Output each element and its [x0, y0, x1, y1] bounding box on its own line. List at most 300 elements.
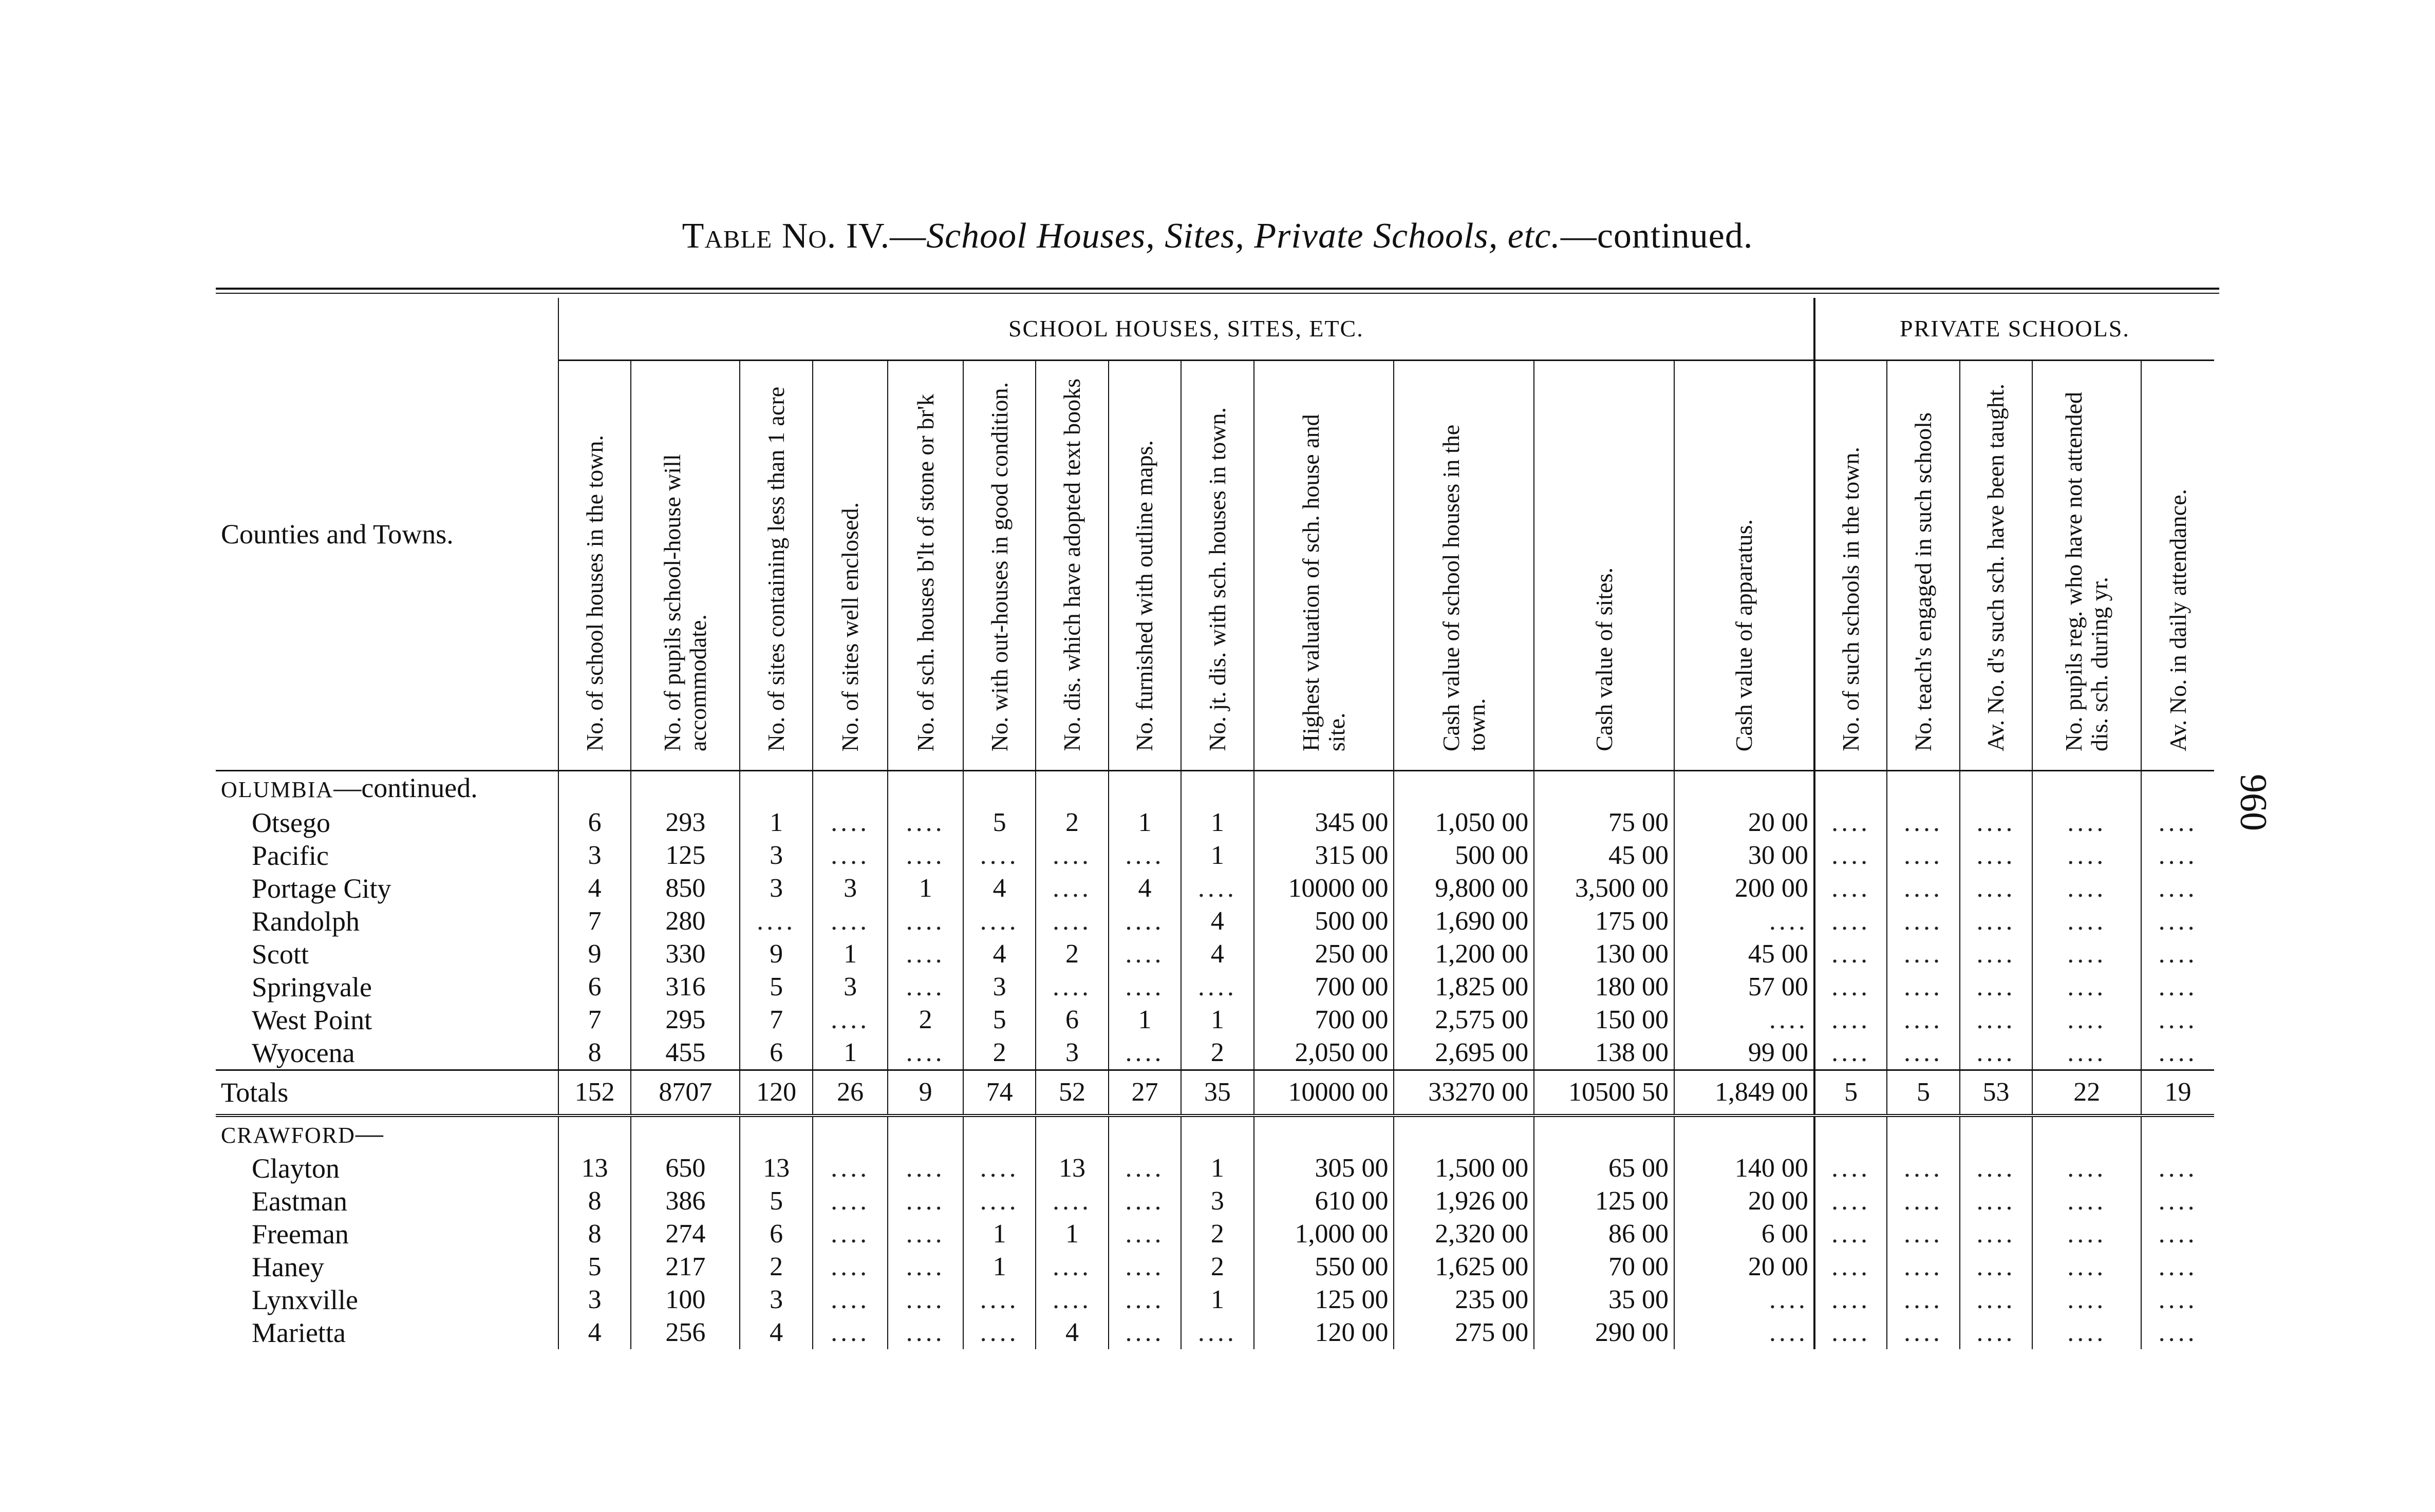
table-row	[216, 905, 2214, 938]
table-row	[216, 872, 2214, 905]
town-name	[216, 1251, 558, 1283]
table-cell: 5	[740, 971, 812, 1004]
town-name	[216, 1218, 558, 1251]
title-italic: School Houses, Sites, Private Schools, etc.	[926, 216, 1561, 256]
table-cell-empty	[1254, 1116, 1394, 1152]
column-header	[1814, 361, 1887, 771]
table-cell: 2	[963, 1036, 1036, 1070]
town-name-text: Haney	[252, 1252, 324, 1282]
table-cell: ....	[1960, 1185, 2032, 1218]
table-cell: ....	[1960, 938, 2032, 971]
table-cell: 3	[813, 872, 888, 905]
table-cell: ....	[2141, 1004, 2214, 1036]
table-cell: 13	[740, 1152, 812, 1185]
table-cell: 8	[558, 1218, 631, 1251]
table-row	[216, 1251, 2214, 1283]
town-name-text: Otsego	[252, 807, 330, 838]
table-cell: ....	[888, 938, 963, 971]
table-cell: ....	[2141, 938, 2214, 971]
table-cell: 8707	[631, 1070, 740, 1116]
table-cell-empty	[1394, 1116, 1534, 1152]
table-cell: 13	[558, 1152, 631, 1185]
table-cell-empty	[1254, 771, 1394, 807]
table-cell: 2,575 00	[1394, 1004, 1534, 1036]
table-cell: ....	[888, 1218, 963, 1251]
table-cell: 1,050 00	[1394, 806, 1534, 839]
table-cell: 3	[740, 1283, 812, 1316]
table-cell: ....	[963, 1316, 1036, 1349]
town-name	[216, 971, 558, 1004]
column-header-label: No. of school houses in the town.	[581, 435, 608, 751]
table-cell: 2,695 00	[1394, 1036, 1534, 1070]
column-header-label: No. jt. dis. with sch. houses in town.	[1204, 407, 1230, 751]
table-cell: 500 00	[1254, 905, 1394, 938]
table-cell: 1,825 00	[1394, 971, 1534, 1004]
table-cell: 1	[1181, 1283, 1253, 1316]
table-cell: ....	[2032, 1251, 2141, 1283]
table-cell: ....	[1181, 971, 1253, 1004]
table-cell: 130 00	[1534, 938, 1674, 971]
table-cell: 6	[558, 971, 631, 1004]
table-cell: ....	[1814, 971, 1887, 1004]
table-cell: ....	[888, 1185, 963, 1218]
table-cell: 9,800 00	[1394, 872, 1534, 905]
table-cell: ....	[888, 1036, 963, 1070]
table-cell: 20 00	[1674, 1185, 1814, 1218]
table-cell: ....	[813, 1251, 888, 1283]
table-cell: 4	[1181, 938, 1253, 971]
table-cell-empty	[1109, 771, 1181, 807]
section-caption-row	[216, 1116, 2214, 1152]
table-cell: 10500 50	[1534, 1070, 1674, 1116]
table-cell: 275 00	[1394, 1316, 1534, 1349]
column-header	[631, 361, 740, 771]
column-header	[1534, 361, 1674, 771]
table-cell: 9	[888, 1070, 963, 1116]
group-header-private-schools: PRIVATE SCHOOLS.	[1814, 298, 2214, 361]
table-cell: ....	[740, 905, 812, 938]
town-name	[216, 905, 558, 938]
table-cell-empty	[1394, 771, 1534, 807]
group-header-school-houses: SCHOOL HOUSES, SITES, ETC.	[558, 298, 1814, 361]
town-name	[216, 1036, 558, 1070]
column-header	[1887, 361, 1959, 771]
table-cell-empty	[1674, 771, 1814, 807]
table-cell: 26	[813, 1070, 888, 1116]
town-name	[216, 1316, 558, 1349]
table-cell: 120	[740, 1070, 812, 1116]
column-header	[740, 361, 812, 771]
table-cell: 235 00	[1394, 1283, 1534, 1316]
table-cell: ....	[2032, 1036, 2141, 1070]
table-cell: 700 00	[1254, 1004, 1394, 1036]
table-cell: 57 00	[1674, 971, 1814, 1004]
table-cell: ....	[1814, 1185, 1887, 1218]
table-cell: 1	[1181, 1004, 1253, 1036]
table-cell: ....	[2141, 1036, 2214, 1070]
table-cell: 7	[558, 905, 631, 938]
table-cell: 8	[558, 1036, 631, 1070]
table-cell: 2	[1181, 1036, 1253, 1070]
table-cell: ....	[813, 1316, 888, 1349]
table-cell: 2,320 00	[1394, 1218, 1534, 1251]
table-cell-empty	[888, 1116, 963, 1152]
table-cell: ....	[1960, 905, 2032, 938]
table-cell: 2	[1036, 938, 1108, 971]
table-cell: ....	[1674, 1004, 1814, 1036]
table-row	[216, 1185, 2214, 1218]
table-cell: 3	[1036, 1036, 1108, 1070]
table-cell: 30 00	[1674, 839, 1814, 872]
table-cell: 19	[2141, 1070, 2214, 1116]
table-cell: ....	[888, 1283, 963, 1316]
table-cell: 7	[740, 1004, 812, 1036]
table-cell: ....	[1036, 1185, 1108, 1218]
table-cell: 3	[558, 1283, 631, 1316]
table-cell: ....	[813, 905, 888, 938]
table-cell: 5	[1814, 1070, 1887, 1116]
table-cell-empty	[1036, 1116, 1108, 1152]
top-rule-thin	[216, 293, 2219, 294]
table-cell: ....	[1960, 1218, 2032, 1251]
table-cell: 305 00	[1254, 1152, 1394, 1185]
table-cell-empty	[1181, 1116, 1253, 1152]
section-caption-row	[216, 771, 2214, 807]
column-header	[1394, 361, 1534, 771]
table-cell: 1	[1109, 806, 1181, 839]
table-cell: ....	[1887, 938, 1959, 971]
table-cell: 7	[558, 1004, 631, 1036]
table-cell: ....	[2032, 1218, 2141, 1251]
table-cell: 290 00	[1534, 1316, 1674, 1349]
table-cell: 2	[1181, 1218, 1253, 1251]
table-cell: ....	[2032, 905, 2141, 938]
table-cell: ....	[1887, 1283, 1959, 1316]
table-cell: 295	[631, 1004, 740, 1036]
column-header	[558, 361, 631, 771]
table-cell: ....	[1036, 971, 1108, 1004]
table-cell: 3	[740, 872, 812, 905]
town-name-text: Freeman	[252, 1219, 349, 1250]
column-header-label: No. furnished with outline maps.	[1131, 440, 1158, 751]
table-cell: 280	[631, 905, 740, 938]
table-cell: ....	[1887, 1316, 1959, 1349]
table-cell-empty	[1181, 771, 1253, 807]
table-cell: 1,849 00	[1674, 1070, 1814, 1116]
table-cell: ....	[2032, 971, 2141, 1004]
town-name	[216, 1004, 558, 1036]
table-cell: 6 00	[1674, 1218, 1814, 1251]
table-cell: ....	[963, 839, 1036, 872]
table-cell: ....	[963, 1152, 1036, 1185]
table-cell: ....	[1960, 806, 2032, 839]
table-cell-empty	[631, 1116, 740, 1152]
table-cell: 13	[1036, 1152, 1108, 1185]
table-row	[216, 971, 2214, 1004]
table-cell-empty	[740, 1116, 812, 1152]
table-cell: ....	[1674, 1316, 1814, 1349]
table-cell: ....	[1109, 971, 1181, 1004]
table-cell: 4	[1036, 1316, 1108, 1349]
table-cell: ....	[2032, 1004, 2141, 1036]
table-cell: ....	[1960, 1036, 2032, 1070]
table-cell: 70 00	[1534, 1251, 1674, 1283]
table-cell: ....	[1814, 1004, 1887, 1036]
table-cell: ....	[1814, 1316, 1887, 1349]
table-cell: ....	[1814, 1283, 1887, 1316]
town-name	[216, 806, 558, 839]
column-header-label: Cash value of sites.	[1590, 568, 1617, 751]
table-cell: ....	[1814, 1152, 1887, 1185]
column-header	[1036, 361, 1108, 771]
town-name	[216, 1283, 558, 1316]
table-cell: 1	[1181, 1152, 1253, 1185]
table-cell: 180 00	[1534, 971, 1674, 1004]
table-cell: ....	[1109, 1152, 1181, 1185]
table-cell: ....	[2032, 1185, 2141, 1218]
table-cell: ....	[1887, 872, 1959, 905]
table-cell: ....	[888, 806, 963, 839]
column-header	[1960, 361, 2032, 771]
table-cell: ....	[1887, 905, 1959, 938]
page-number: 960	[2232, 774, 2274, 831]
table-cell: ....	[2032, 872, 2141, 905]
table-cell: ....	[2141, 1283, 2214, 1316]
table-cell-empty	[740, 771, 812, 807]
town-name-text: West Point	[252, 1005, 372, 1035]
table-cell: 2	[888, 1004, 963, 1036]
table-body	[216, 771, 2214, 1350]
table-cell: ....	[2032, 1316, 2141, 1349]
column-header-label: No. of pupils school-house will accommodate.	[659, 454, 711, 751]
table-cell-empty	[1960, 771, 2032, 807]
table-cell: 5	[1887, 1070, 1959, 1116]
table-cell: ....	[813, 1152, 888, 1185]
table-row	[216, 1036, 2214, 1070]
table-cell-empty	[1814, 771, 1887, 807]
column-header-label: No. pupils reg. who have not attended dis. sch. during yr.	[2061, 391, 2113, 751]
table-cell: 1	[813, 938, 888, 971]
table-cell: ....	[1960, 971, 2032, 1004]
table-cell: ....	[1887, 1152, 1959, 1185]
table-cell: ....	[1887, 1251, 1959, 1283]
column-header-label: Av. No. d's such sch. have been taught.	[1982, 383, 2009, 751]
table-cell-empty	[813, 1116, 888, 1152]
table-row	[216, 1218, 2214, 1251]
table-cell: ....	[813, 839, 888, 872]
table-cell: ....	[1814, 872, 1887, 905]
table-cell: ....	[888, 1251, 963, 1283]
table-cell: ....	[1036, 1251, 1108, 1283]
table-cell: 10000 00	[1254, 872, 1394, 905]
town-name	[216, 938, 558, 971]
column-header-label: Av. No. in daily attendance.	[2164, 489, 2191, 751]
table-cell: ....	[1960, 1316, 2032, 1349]
table-cell-empty	[1534, 1116, 1674, 1152]
table-cell: 99 00	[1674, 1036, 1814, 1070]
town-name	[216, 1185, 558, 1218]
table-cell: 3	[558, 839, 631, 872]
table-cell: ....	[2141, 839, 2214, 872]
table-cell: 455	[631, 1036, 740, 1070]
table-cell: 700 00	[1254, 971, 1394, 1004]
table-cell: ....	[1960, 872, 2032, 905]
table-cell: 125 00	[1534, 1185, 1674, 1218]
table-cell: ....	[1674, 905, 1814, 938]
table-cell: ....	[1960, 1283, 2032, 1316]
column-header-label: No. of such schools in the town.	[1838, 447, 1864, 751]
table-row	[216, 938, 2214, 971]
table-cell: 140 00	[1674, 1152, 1814, 1185]
table-cell: 74	[963, 1070, 1036, 1116]
table-cell: ....	[888, 905, 963, 938]
table-cell: ....	[1036, 872, 1108, 905]
table-cell: ....	[1814, 806, 1887, 839]
table-cell: 2	[1036, 806, 1108, 839]
table-cell: 4	[740, 1316, 812, 1349]
table-cell: 5	[558, 1251, 631, 1283]
totals-row	[216, 1070, 2214, 1116]
table-cell: ....	[888, 1316, 963, 1349]
town-name-text: Scott	[252, 939, 309, 970]
column-header	[963, 361, 1036, 771]
table-cell: 1	[963, 1251, 1036, 1283]
table-cell: ....	[813, 806, 888, 839]
table-cell-empty	[1109, 1116, 1181, 1152]
table-cell: 22	[2032, 1070, 2141, 1116]
table-cell: ....	[1887, 971, 1959, 1004]
table-cell: 4	[963, 938, 1036, 971]
row-header: Counties and Towns.	[216, 298, 558, 771]
column-header	[1254, 361, 1394, 771]
table-row	[216, 806, 2214, 839]
town-name	[216, 1152, 558, 1185]
table-cell: ....	[1814, 839, 1887, 872]
table-cell: ....	[1814, 1218, 1887, 1251]
table-cell: 274	[631, 1218, 740, 1251]
section-caption	[216, 771, 558, 807]
table-cell: ....	[1960, 1152, 2032, 1185]
table-cell: 650	[631, 1152, 740, 1185]
table-cell: ....	[1674, 1283, 1814, 1316]
table-cell: 4	[963, 872, 1036, 905]
column-header	[813, 361, 888, 771]
table-cell: 1,200 00	[1394, 938, 1534, 971]
table-cell: ....	[1887, 1185, 1959, 1218]
table-cell: 6	[740, 1218, 812, 1251]
column-header	[2032, 361, 2141, 771]
table-row	[216, 839, 2214, 872]
table-cell: ....	[1109, 1036, 1181, 1070]
table-cell: 217	[631, 1251, 740, 1283]
table-cell: 3	[813, 971, 888, 1004]
table-cell: ....	[2141, 971, 2214, 1004]
town-name-text: Lynxville	[252, 1284, 358, 1315]
column-header	[1674, 361, 1814, 771]
table-cell: ....	[1887, 1218, 1959, 1251]
table-cell: ....	[1036, 839, 1108, 872]
table-cell: 316	[631, 971, 740, 1004]
table-cell: 120 00	[1254, 1316, 1394, 1349]
table-cell: 256	[631, 1316, 740, 1349]
table-cell: ....	[2032, 839, 2141, 872]
table-cell: 200 00	[1674, 872, 1814, 905]
table-cell: 4	[1181, 905, 1253, 938]
table-cell: 33270 00	[1394, 1070, 1534, 1116]
table-cell: 3	[963, 971, 1036, 1004]
table-cell: 1	[813, 1036, 888, 1070]
table-cell: 45 00	[1674, 938, 1814, 971]
page-title	[0, 216, 2435, 257]
table-cell-empty	[2141, 1116, 2214, 1152]
table-cell-empty	[813, 771, 888, 807]
table-cell: ....	[888, 971, 963, 1004]
table-cell: 1	[963, 1218, 1036, 1251]
town-name	[216, 839, 558, 872]
table-cell: 125 00	[1254, 1283, 1394, 1316]
table-cell-empty	[888, 771, 963, 807]
table-cell: 386	[631, 1185, 740, 1218]
table-cell: 20 00	[1674, 806, 1814, 839]
table-cell: 8	[558, 1185, 631, 1218]
table-cell: ....	[2032, 1152, 2141, 1185]
table-cell: 27	[1109, 1070, 1181, 1116]
table-cell: ....	[1887, 1036, 1959, 1070]
table-cell: 550 00	[1254, 1251, 1394, 1283]
table-cell-empty	[1036, 771, 1108, 807]
table-cell: ....	[2141, 1152, 2214, 1185]
school-houses-table	[216, 298, 2214, 1349]
table-cell: 1	[740, 806, 812, 839]
town-name-text: Randolph	[252, 906, 360, 937]
column-header	[888, 361, 963, 771]
column-header-label: No. of sch. houses b'lt of stone or br'k	[912, 393, 939, 751]
column-header-label: Cash value of school houses in the town.	[1437, 424, 1490, 751]
table-cell: 20 00	[1674, 1251, 1814, 1283]
table-cell: 3	[740, 839, 812, 872]
table-cell: ....	[963, 1185, 1036, 1218]
table-cell: 1,000 00	[1254, 1218, 1394, 1251]
table-cell: 1	[888, 872, 963, 905]
table-cell: 75 00	[1534, 806, 1674, 839]
table-cell: 315 00	[1254, 839, 1394, 872]
county-name: OLUMBIA	[221, 777, 334, 802]
table-cell-empty	[2032, 771, 2141, 807]
table-row	[216, 1283, 2214, 1316]
table-cell: 4	[558, 1316, 631, 1349]
table-cell: ....	[2141, 1316, 2214, 1349]
table-cell: 35 00	[1534, 1283, 1674, 1316]
column-header	[1181, 361, 1253, 771]
table-cell: 152	[558, 1070, 631, 1116]
table-cell: ....	[1814, 938, 1887, 971]
town-name	[216, 872, 558, 905]
table-cell: ....	[1109, 1251, 1181, 1283]
table-cell-empty	[1814, 1116, 1887, 1152]
county-name: CRAWFORD	[221, 1123, 355, 1148]
column-header-label: No. with out-houses in good condition.	[986, 382, 1013, 751]
table-cell: ....	[2032, 938, 2141, 971]
table-row	[216, 1004, 2214, 1036]
table-cell: 2	[1181, 1251, 1253, 1283]
table-cell: 2	[740, 1251, 812, 1283]
table-cell: 4	[1109, 872, 1181, 905]
table-cell-empty	[1534, 771, 1674, 807]
table-cell: 9	[558, 938, 631, 971]
table-cell: 10000 00	[1254, 1070, 1394, 1116]
table-cell: 1,625 00	[1394, 1251, 1534, 1283]
section-caption	[216, 1116, 558, 1152]
